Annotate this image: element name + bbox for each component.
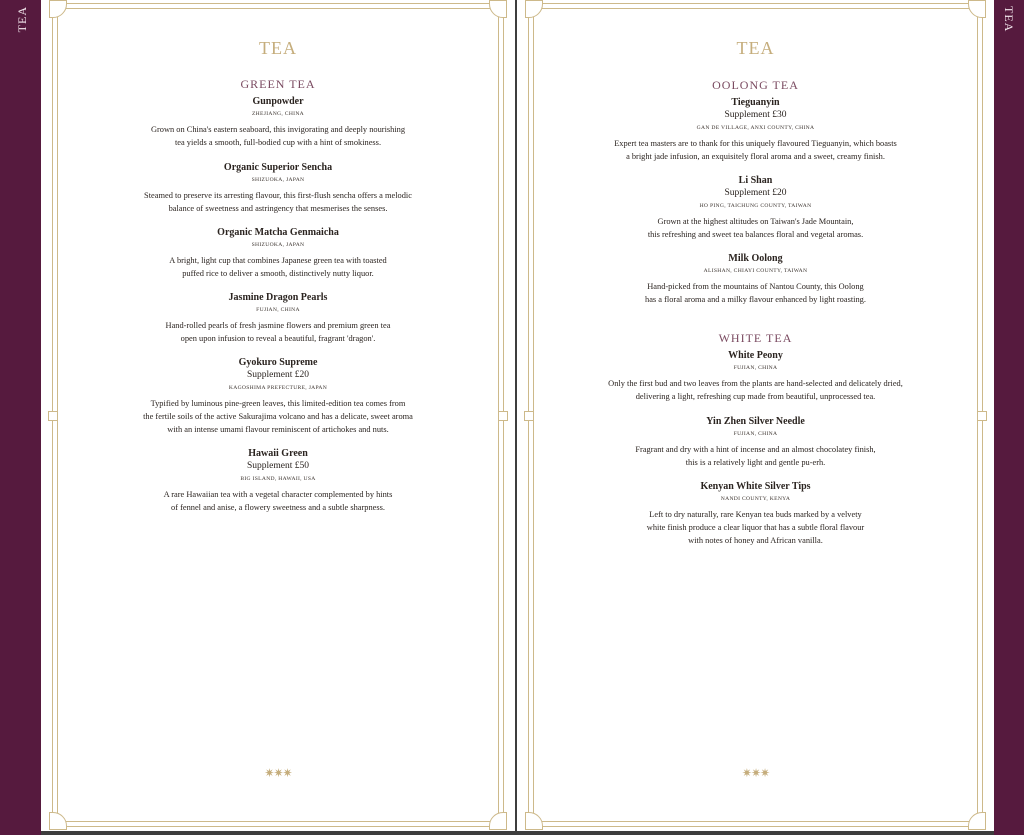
item-name: Kenyan White Silver Tips — [700, 481, 811, 492]
section-title-white-tea: WHITE TEA — [718, 331, 793, 345]
flourish-ornament-icon: ✷✷✷ — [741, 766, 770, 780]
menu-item — [517, 252, 994, 306]
item-origin: ALISHAN, CHIAYI COUNTY, TAIWAN — [703, 268, 808, 274]
item-origin: BIG ISLAND, HAWAII, USA — [240, 476, 316, 482]
item-description: A bright, light cup that combines Japanese green tea with toasted puffed rice to deliver a smooth, distinctively nutty liquor. — [169, 256, 387, 278]
item-supplement: Supplement £20 — [246, 370, 309, 380]
item-description: Fragrant and dry with a hint of incense and an almost chocolatey finish, this is a relatively light and gentle pu-erh. — [635, 445, 876, 467]
page-title: TEA — [259, 38, 297, 58]
section-title-green-tea: GREEN TEA — [240, 77, 316, 91]
item-name: Hawaii Green — [248, 448, 308, 459]
item-origin: GAN DE VILLAGE, ANXI COUNTY, CHINA — [696, 125, 815, 131]
item-origin: FUJIAN, CHINA — [733, 365, 778, 371]
item-name: Yin Zhen Silver Needle — [706, 416, 805, 427]
menu-item — [517, 415, 994, 469]
item-origin: ZHEJIANG, CHINA — [251, 111, 305, 117]
item-description: Only the first bud and two leaves from the plants are hand-selected and delicately dried, delivering a light, refreshing cup made from beautiful, unprocessed tea. — [608, 379, 903, 401]
item-name: Gyokuro Supreme — [238, 357, 318, 368]
menu-item — [517, 174, 994, 241]
left-side-band — [0, 0, 41, 835]
menu-item — [517, 96, 994, 163]
menu-item — [41, 95, 515, 149]
item-name: Milk Oolong — [728, 253, 783, 264]
item-description: A rare Hawaiian tea with a vegetal character complemented by hints of fennel and anise, a flowery sweetness and a subtle sharpness. — [163, 490, 393, 512]
item-description: Steamed to preserve its arresting flavour, this first-flush sencha offers a melodic balance of sweetness and astringency that mesmerises the senses. — [144, 191, 412, 213]
item-origin: FUJIAN, CHINA — [733, 431, 778, 437]
item-description: Grown at the highest altitudes on Taiwan's Jade Mountain, this refreshing and sweet tea balances floral and vegetal aromas. — [647, 217, 864, 239]
menu-item — [41, 291, 515, 345]
item-origin: KAGOSHIMA PREFECTURE, JAPAN — [228, 385, 328, 391]
item-name: Gunpowder — [252, 96, 304, 107]
menu-item — [41, 356, 515, 436]
item-description: Expert tea masters are to thank for this uniquely flavoured Tieguanyin, which boasts a bright jade infusion, an exquisitely floral aroma and a sweet, creamy finish. — [614, 139, 897, 161]
item-origin: NANDI COUNTY, KENYA — [720, 496, 791, 502]
menu-item — [517, 349, 994, 403]
item-name: Organic Matcha Genmaicha — [217, 227, 339, 238]
item-name: White Peony — [728, 350, 783, 361]
item-description: Hand-rolled pearls of fresh jasmine flowers and premium green tea open upon infusion to reveal a beautiful, fragrant 'dragon'. — [165, 321, 391, 343]
item-origin: FUJIAN, CHINA — [256, 307, 300, 313]
item-name: Jasmine Dragon Pearls — [228, 292, 328, 303]
right-side-band — [994, 0, 1024, 835]
item-description: Hand-picked from the mountains of Nantou County, this Oolong has a floral aroma and a milky flavour enhanced by light roasting. — [645, 282, 866, 304]
item-origin: SHIZUOKA, JAPAN — [251, 177, 305, 183]
item-description: Grown on China's eastern seaboard, this invigorating and deeply nourishing tea yields a smooth, full-bodied cup with a hint of smokiness. — [150, 125, 406, 147]
item-description: Typified by luminous pine-green leaves, this limited-edition tea comes from the fertile soils of the active Sakurajima volcano and has a delicate, sweet aroma with an intense umami flavour reminiscent of artichokes and nuts. — [143, 399, 413, 434]
menu-item — [517, 480, 994, 547]
right-side-tab-label: TEA — [1002, 6, 1016, 33]
menu-item — [41, 161, 515, 215]
menu-item — [41, 447, 515, 514]
menu-item — [41, 226, 515, 280]
left-side-tab-label: TEA — [15, 6, 29, 33]
page-title: TEA — [736, 38, 775, 58]
item-name: Li Shan — [738, 175, 773, 186]
item-supplement: Supplement £30 — [724, 110, 787, 120]
flourish-ornament-icon: ✷✷✷ — [264, 766, 292, 780]
item-supplement: Supplement £50 — [246, 461, 309, 471]
section-title-oolong-tea: OOLONG TEA — [712, 78, 799, 92]
item-origin: SHIZUOKA, JAPAN — [251, 242, 305, 248]
item-origin: HO PING, TAICHUNG COUNTY, TAIWAN — [699, 203, 812, 209]
item-supplement: Supplement £20 — [724, 188, 787, 198]
item-name: Tieguanyin — [731, 97, 780, 108]
item-description: Left to dry naturally, rare Kenyan tea buds marked by a velvety white finish produce a clear liquor that has a subtle floral flavour with notes of honey and African vanilla. — [646, 510, 865, 545]
left-menu-page — [41, 0, 515, 831]
right-menu-page — [517, 0, 994, 831]
item-name: Organic Superior Sencha — [223, 162, 333, 173]
